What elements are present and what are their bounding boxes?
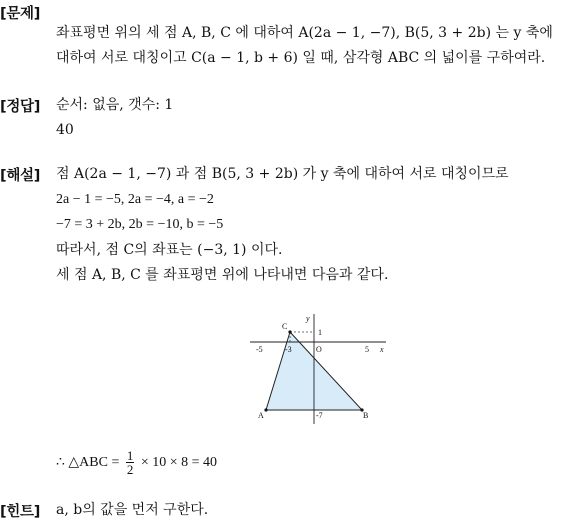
triangle-coordinate-graph <box>248 310 388 428</box>
problem-label: [문제] <box>0 6 41 22</box>
label-c: C <box>282 322 288 331</box>
label-o: O <box>316 345 322 354</box>
conclusion-post: × 10 × 8 = 40 <box>140 455 218 470</box>
label-y: y <box>306 314 310 323</box>
solution-line-4: 따라서, 점 C의 좌표는 (−3, 1) 이다. <box>56 242 283 258</box>
conclusion-pre: ∴ △ABC = <box>56 455 120 470</box>
label-one: 1 <box>318 328 322 337</box>
solution-line-1: 점 A(2a − 1, −7) 과 점 B(5, 3 + 2b) 가 y 축에 대하여 서로 대칭이므로 <box>56 166 509 182</box>
label-pos5: 5 <box>365 345 369 354</box>
solution-label: [해설] <box>0 168 41 184</box>
label-a: A <box>258 411 264 420</box>
label-neg3: -3 <box>285 345 292 354</box>
answer-label: [정답] <box>0 99 41 115</box>
solution-line-3: −7 = 3 + 2b, 2b = −10, b = −5 <box>56 217 224 232</box>
problem-line-1: 좌표평면 위의 세 점 A, B, C 에 대하여 A(2a − 1, −7), B(5, 3 + 2b) 는 y 축에 <box>56 25 553 41</box>
fraction-denominator: 2 <box>126 462 134 478</box>
problem-line-2: 대하여 서로 대칭이고 C(a − 1, b + 6) 일 때, 삼각형 ABC 의 넓이를 구하여라. <box>56 50 546 66</box>
answer-value: 40 <box>56 122 74 138</box>
solution-line-2: 2a − 1 = −5, 2a = −4, a = −2 <box>56 192 214 207</box>
solution-line-5: 세 점 A, B, C 를 좌표평면 위에 나타내면 다음과 같다. <box>56 267 389 283</box>
label-neg7: -7 <box>316 411 323 420</box>
solution-conclusion <box>56 448 217 478</box>
label-b: B <box>363 411 369 420</box>
answer-meta: 순서: 없음, 갯수: 1 <box>56 97 174 113</box>
label-neg5: -5 <box>256 345 263 354</box>
hint-label: [힌트] <box>0 504 41 520</box>
label-x: x <box>380 345 384 354</box>
one-half-fraction <box>126 449 135 476</box>
hint-text: a, b의 값을 먼저 구한다. <box>56 502 209 518</box>
point-a <box>264 408 267 411</box>
fraction-numerator: 1 <box>126 448 134 464</box>
point-c <box>288 330 291 333</box>
